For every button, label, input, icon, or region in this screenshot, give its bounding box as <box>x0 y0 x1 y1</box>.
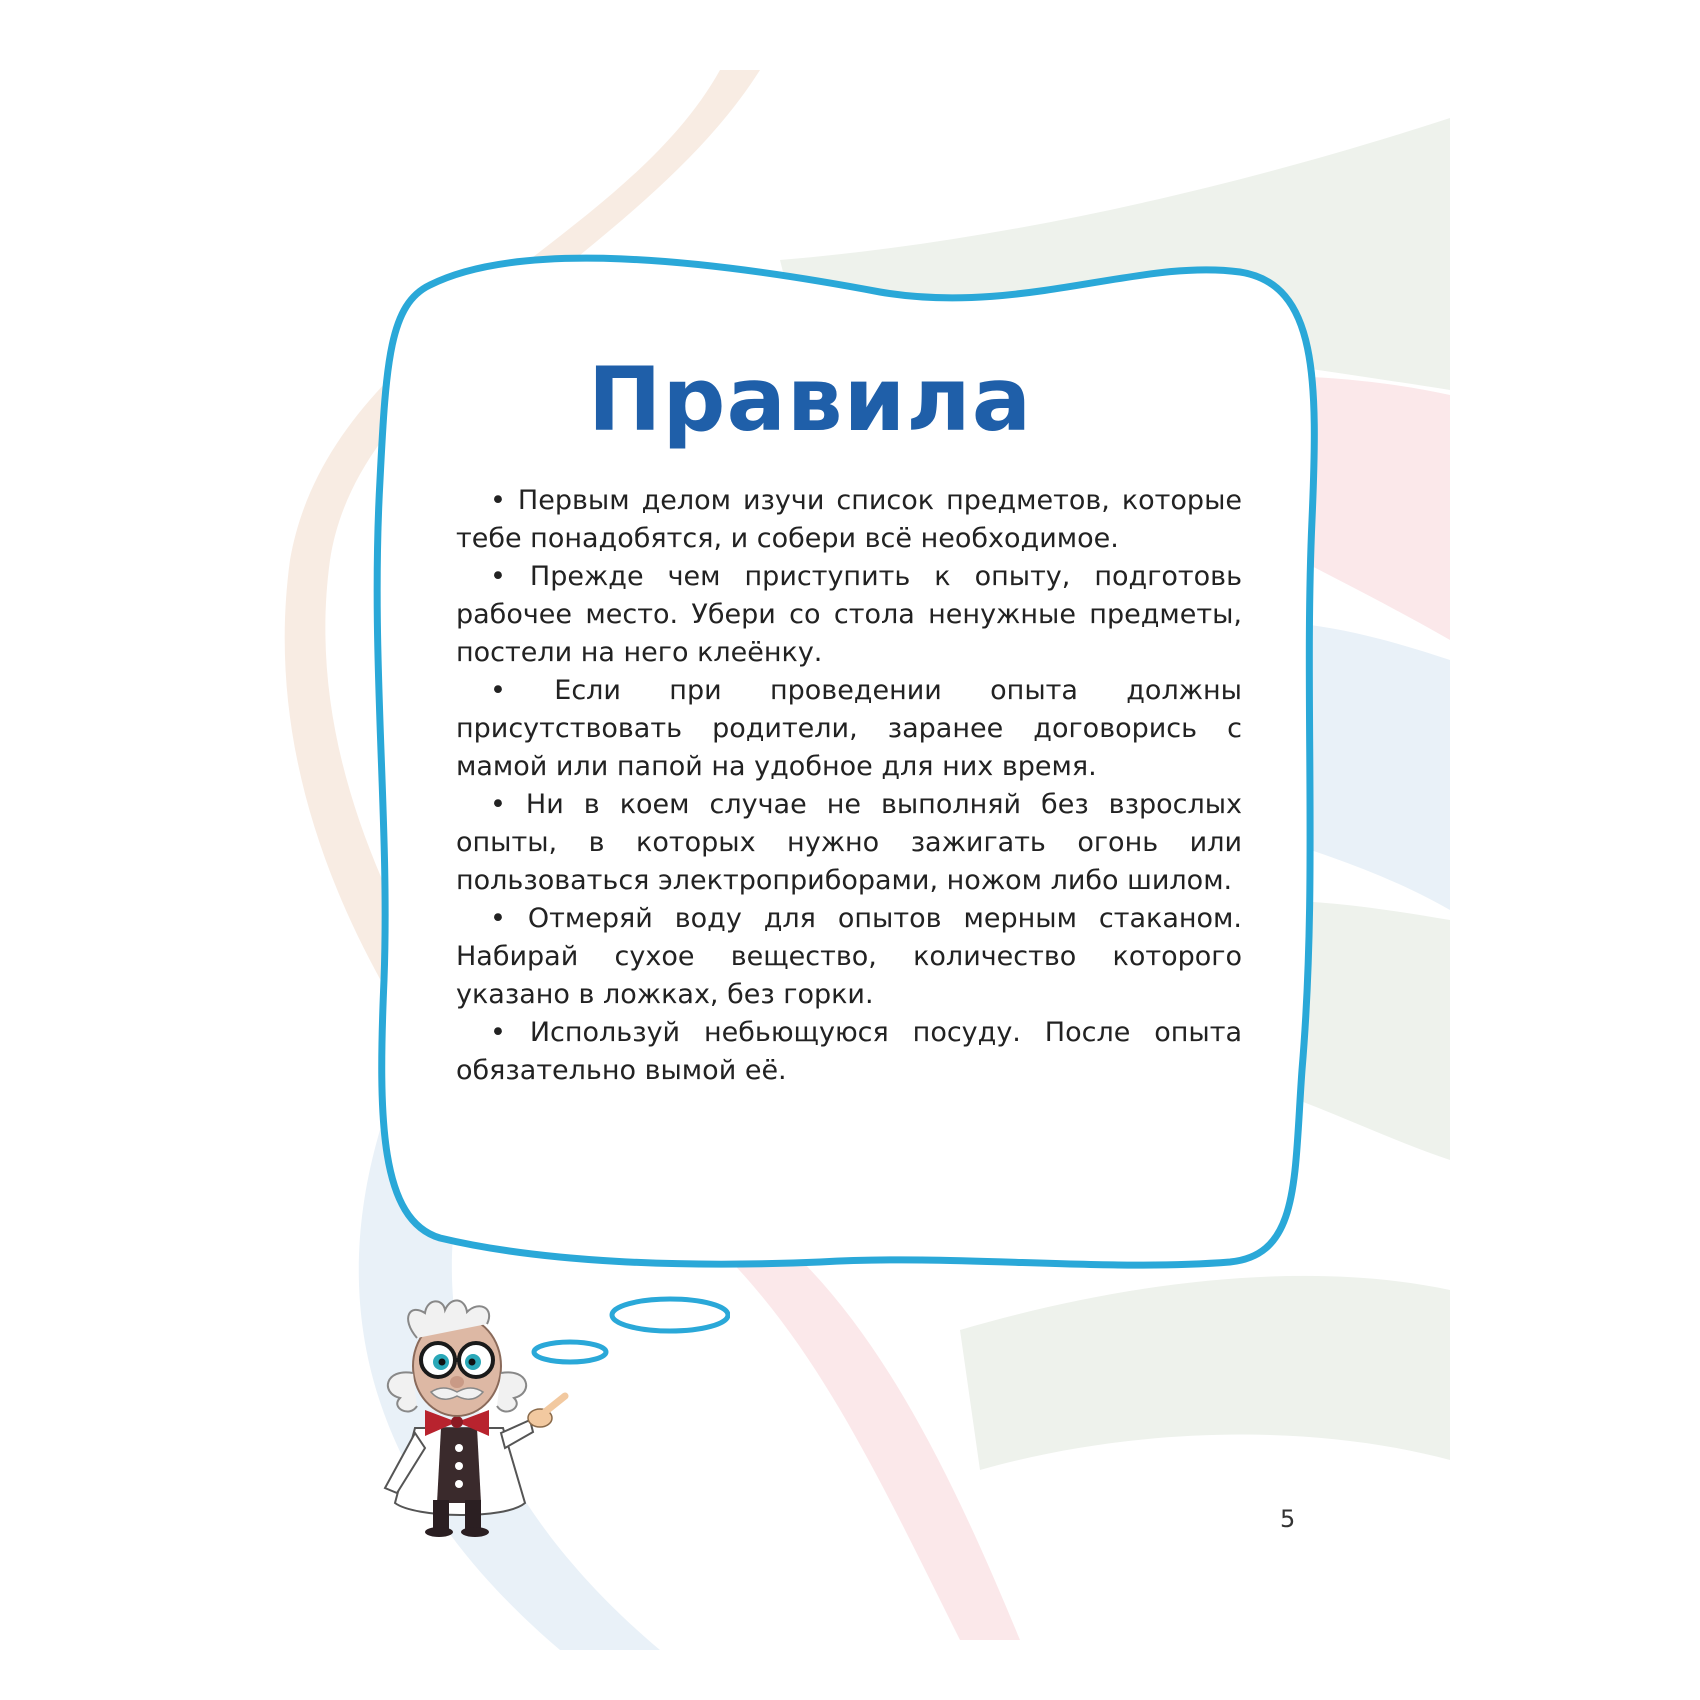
rule-item: • Прежде чем приступить к опыту, подготовь рабочее место. Убери со стола ненужные предметы, постели на него клеёнку. <box>456 561 1242 668</box>
page-title: Правила <box>587 348 1033 451</box>
rule-item: • Первым делом изучи список предметов, которые тебе понадобятся, и собери всё необходимое. <box>456 485 1242 554</box>
rule-item: • Используй небьющуюся посуду. После опыта обязательно вымой её. <box>456 1017 1242 1086</box>
ribbon-green-bottom <box>960 1276 1450 1470</box>
scientist-icon <box>355 1288 580 1538</box>
ribbon-pink-bottom <box>720 1240 1020 1640</box>
rule-item: • Ни в коем случае не выполняй без взрослых опыты, в которых нужно зажигать огонь или пользоваться электроприборами, ножом либо шилом. <box>456 789 1242 896</box>
rule-item: • Отмеряй воду для опытов мерным стаканом. Набирай сухое вещество, количество которого указано в ложках, без горки. <box>456 903 1242 1010</box>
rule-item: • Если при проведении опыта должны присутствовать родители, заранее договорись с мамой или папой на удобное для них время. <box>456 675 1242 782</box>
page-number: 5 <box>1280 1505 1296 1533</box>
rules-list <box>456 482 1242 1090</box>
